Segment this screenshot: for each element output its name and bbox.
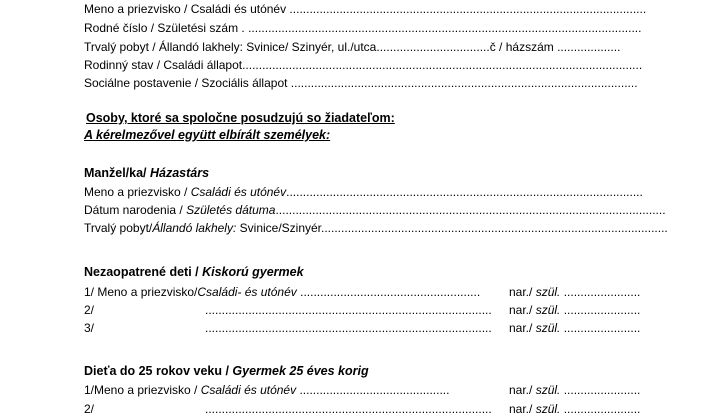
under25-row-dots: ............................................. — [296, 383, 450, 397]
spouse-dob-label: Dátum narodenia / — [84, 203, 187, 217]
spouse-res-label: Trvalý pobyt/ — [84, 221, 153, 235]
minor-row-szul: szül. — [535, 321, 561, 335]
under25-row-2-dob — [509, 402, 640, 416]
spouse-heading-hu: Házastárs — [150, 166, 210, 180]
applicant-residence-line: Trvalý pobyt / Állandó lakhely: Svinice/ Szinyér, ul./utca..................................č / házszám ................... — [84, 40, 621, 54]
minor-row-3-num: 3/ — [84, 321, 95, 335]
spouse-res-label-hu: Állandó lakhely: — [152, 221, 237, 235]
under25-row-tail: ....................... — [560, 383, 641, 397]
under25-row-nar: nar./ — [509, 383, 536, 397]
minor-row-nar: nar./ — [509, 321, 536, 335]
spouse-name-label: Meno a priezvisko / — [84, 185, 191, 199]
under25-row-tail: ....................... — [560, 402, 641, 416]
under25-heading-sk: Dieťa do 25 rokov veku / — [84, 364, 233, 378]
minor-row-num: 1/ Meno a priezvisko/ — [84, 285, 198, 299]
under25-row-num: 1/Meno a priezvisko / — [84, 383, 201, 397]
under25-row-1 — [84, 383, 449, 397]
minor-row-szul: szül. — [535, 285, 561, 299]
minor-row-nar: nar./ — [509, 285, 536, 299]
spouse-heading — [84, 166, 209, 180]
spouse-res-value: Svinice/Szinyér........................................................................................................ — [236, 221, 668, 235]
minors-heading-sk: Nezaopatrené deti / — [84, 265, 203, 279]
applicant-marital-line: Rodinný stav / Családi állapot........................................................................................................................ — [84, 58, 643, 72]
under25-row-2-dots: ...................................................................................... — [205, 402, 492, 416]
under25-row-label-hu: Családi és utónév — [200, 383, 297, 397]
minors-heading — [84, 265, 304, 279]
minor-row-dots: ...................................................... — [296, 285, 481, 299]
minor-row-szul: szül. — [535, 303, 561, 317]
spouse-dob-dots: ..................................................................................................................... — [275, 203, 666, 217]
spouse-name-label-hu: Családi és utónév — [190, 185, 287, 199]
applicant-birth-number-line: Rodné číslo / Születési szám . ...................................................................................................................... — [84, 21, 642, 35]
spouse-residence-line — [84, 221, 668, 235]
minor-row-3-dots: ...................................................................................... — [205, 321, 492, 335]
under25-row-szul: szül. — [535, 383, 561, 397]
minor-row-2-dots: ...................................................................................... — [205, 303, 492, 317]
minor-row-tail: ....................... — [560, 285, 641, 299]
minor-row-label-hu: Családi- és utónév — [197, 285, 297, 299]
spouse-dob-label-hu: Születés dátuma — [186, 203, 276, 217]
section-persons-title-sk: Osoby, ktoré sa spoločne posudzujú so žiadateľom: — [86, 111, 395, 125]
spouse-name-dots: ........................................................................................................... — [286, 185, 643, 199]
minor-row-nar: nar./ — [509, 303, 536, 317]
spouse-heading-sk: Manžel/ka/ — [84, 166, 150, 180]
under25-row-2-num: 2/ — [84, 402, 95, 416]
minor-row-3-dob — [509, 321, 640, 335]
under25-row-szul: szül. — [535, 402, 561, 416]
under25-heading — [84, 364, 369, 378]
under25-heading-hu: Gyermek 25 éves korig — [232, 364, 369, 378]
section-persons-title-hu: A kérelmezővel együtt elbírált személyek: — [84, 128, 331, 142]
minor-row-tail: ....................... — [560, 303, 641, 317]
minor-row-tail: ....................... — [560, 321, 641, 335]
minors-heading-hu: Kiskorú gyermek — [202, 265, 304, 279]
under25-row-nar: nar./ — [509, 402, 536, 416]
minor-row-1-dob — [509, 285, 640, 299]
under25-row-1-dob — [509, 383, 640, 397]
minor-row-2-num: 2/ — [84, 303, 95, 317]
spouse-name-line — [84, 185, 643, 199]
applicant-social-line: Sociálne postavenie / Szociális állapot ........................................................................................................ — [84, 76, 638, 90]
spouse-dob-line — [84, 203, 666, 217]
minor-row-1 — [84, 285, 480, 299]
minor-row-2-dob — [509, 303, 640, 317]
applicant-name-line: Meno a priezvisko / Családi és utónév ........................................................................................................... — [84, 2, 647, 16]
